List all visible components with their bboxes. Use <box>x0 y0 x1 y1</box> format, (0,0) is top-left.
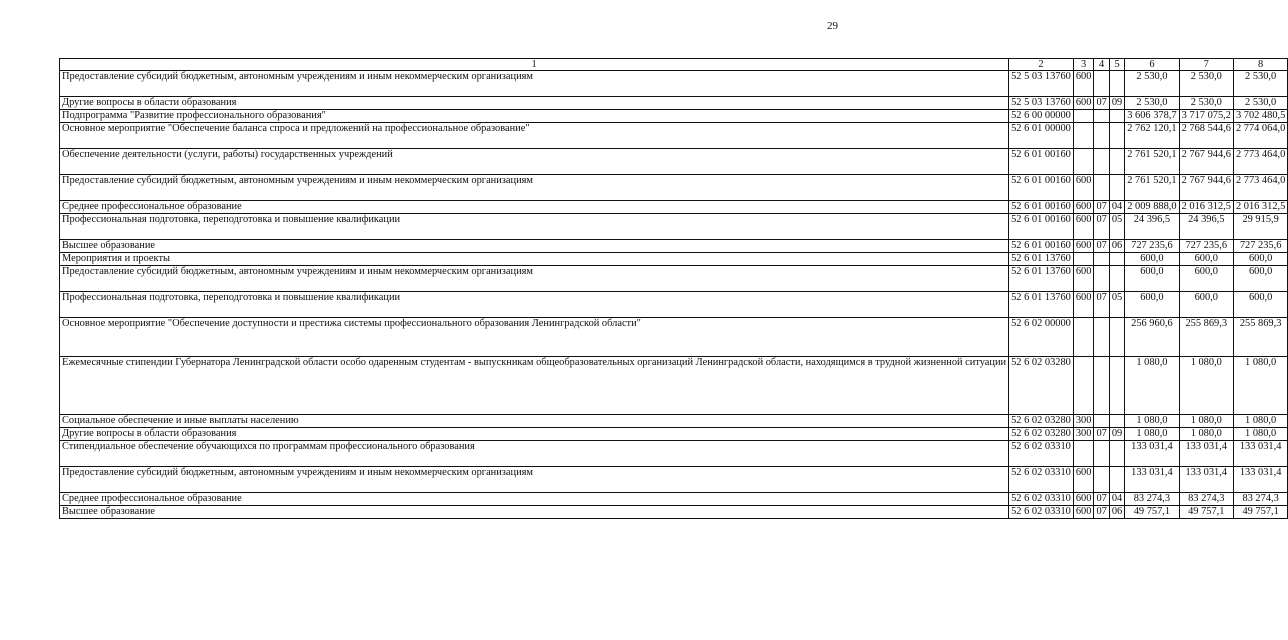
row-value-cell: 2 767 944,6 <box>1179 149 1233 175</box>
row-name-cell: Основное мероприятие "Обеспечение баланса спроса и предложений на профессиональное образование" <box>60 123 1009 149</box>
row-rz-cell: 07 <box>1094 201 1109 214</box>
row-value-cell: 83 274,3 <box>1125 493 1179 506</box>
row-value-cell: 2 530,0 <box>1233 71 1287 97</box>
row-value-cell: 600,0 <box>1233 292 1287 318</box>
row-value-cell: 2 762 120,1 <box>1125 123 1179 149</box>
row-code-cell: 52 6 01 00160 <box>1009 201 1074 214</box>
row-value-cell: 3 702 480,5 <box>1233 110 1287 123</box>
row-value-cell: 2 530,0 <box>1179 71 1233 97</box>
header-cell: 8 <box>1233 59 1287 71</box>
row-code-cell: 52 6 01 00160 <box>1009 240 1074 253</box>
row-vr-cell: 600 <box>1073 467 1094 493</box>
table-row <box>60 506 1288 519</box>
row-value-cell: 3 717 075,2 <box>1179 110 1233 123</box>
row-name-cell: Другие вопросы в области образования <box>60 97 1009 110</box>
row-value-cell: 24 396,5 <box>1179 214 1233 240</box>
row-name-cell: Среднее профессиональное образование <box>60 201 1009 214</box>
table-row <box>60 415 1288 428</box>
table-row <box>60 318 1288 357</box>
table-row <box>60 292 1288 318</box>
row-value-cell: 727 235,6 <box>1233 240 1287 253</box>
row-value-cell: 2 009 888,0 <box>1125 201 1179 214</box>
row-value-cell: 600,0 <box>1125 292 1179 318</box>
row-rz-cell: 07 <box>1094 428 1109 441</box>
header-cell: 2 <box>1009 59 1074 71</box>
row-value-cell: 133 031,4 <box>1179 467 1233 493</box>
table-row <box>60 467 1288 493</box>
row-code-cell: 52 6 02 03280 <box>1009 415 1074 428</box>
row-pr-cell <box>1109 71 1124 97</box>
row-code-cell: 52 6 00 00000 <box>1009 110 1074 123</box>
row-value-cell: 1 080,0 <box>1125 357 1179 415</box>
header-cell: 4 <box>1094 59 1109 71</box>
row-vr-cell <box>1073 123 1094 149</box>
row-code-cell: 52 6 02 03280 <box>1009 428 1074 441</box>
row-value-cell: 83 274,3 <box>1179 493 1233 506</box>
table-row <box>60 149 1288 175</box>
table-header-row <box>60 59 1288 71</box>
row-pr-cell: 05 <box>1109 214 1124 240</box>
table-row <box>60 175 1288 201</box>
row-value-cell: 727 235,6 <box>1179 240 1233 253</box>
row-vr-cell: 600 <box>1073 266 1094 292</box>
row-vr-cell <box>1073 441 1094 467</box>
row-pr-cell <box>1109 357 1124 415</box>
row-rz-cell: 07 <box>1094 240 1109 253</box>
row-name-cell: Высшее образование <box>60 240 1009 253</box>
row-pr-cell: 05 <box>1109 292 1124 318</box>
header-cell: 5 <box>1109 59 1124 71</box>
row-code-cell: 52 5 03 13760 <box>1009 97 1074 110</box>
table-row <box>60 253 1288 266</box>
page-number: 29 <box>827 20 838 32</box>
row-name-cell: Обеспечение деятельности (услуги, работы) государственных учреждений <box>60 149 1009 175</box>
row-name-cell: Стипендиальное обеспечение обучающихся по программам профессионального образования <box>60 441 1009 467</box>
row-code-cell: 52 6 01 00000 <box>1009 123 1074 149</box>
row-vr-cell <box>1073 149 1094 175</box>
row-rz-cell <box>1094 123 1109 149</box>
row-rz-cell <box>1094 110 1109 123</box>
row-code-cell: 52 6 02 03310 <box>1009 506 1074 519</box>
row-value-cell: 2 016 312,5 <box>1179 201 1233 214</box>
row-vr-cell <box>1073 357 1094 415</box>
row-code-cell: 52 6 01 13760 <box>1009 266 1074 292</box>
table-row <box>60 214 1288 240</box>
table-row <box>60 201 1288 214</box>
row-vr-cell <box>1073 253 1094 266</box>
row-name-cell: Высшее образование <box>60 506 1009 519</box>
row-value-cell: 1 080,0 <box>1179 415 1233 428</box>
row-vr-cell: 600 <box>1073 71 1094 97</box>
row-pr-cell <box>1109 266 1124 292</box>
row-pr-cell <box>1109 415 1124 428</box>
table-row <box>60 71 1288 97</box>
row-rz-cell <box>1094 266 1109 292</box>
row-value-cell: 2 761 520,1 <box>1125 175 1179 201</box>
row-vr-cell: 600 <box>1073 292 1094 318</box>
table-row <box>60 266 1288 292</box>
row-code-cell: 52 6 01 13760 <box>1009 253 1074 266</box>
row-value-cell: 2 530,0 <box>1233 97 1287 110</box>
row-rz-cell <box>1094 175 1109 201</box>
row-rz-cell <box>1094 441 1109 467</box>
row-code-cell: 52 6 01 13760 <box>1009 292 1074 318</box>
row-code-cell: 52 6 02 03310 <box>1009 493 1074 506</box>
row-name-cell: Среднее профессиональное образование <box>60 493 1009 506</box>
row-code-cell: 52 6 02 03280 <box>1009 357 1074 415</box>
row-rz-cell: 07 <box>1094 292 1109 318</box>
row-rz-cell: 07 <box>1094 97 1109 110</box>
row-name-cell: Мероприятия и проекты <box>60 253 1009 266</box>
row-value-cell: 29 915,9 <box>1233 214 1287 240</box>
row-code-cell: 52 6 01 00160 <box>1009 175 1074 201</box>
row-value-cell: 24 396,5 <box>1125 214 1179 240</box>
row-code-cell: 52 6 02 00000 <box>1009 318 1074 357</box>
row-code-cell: 52 5 03 13760 <box>1009 71 1074 97</box>
row-vr-cell: 600 <box>1073 214 1094 240</box>
row-vr-cell: 600 <box>1073 506 1094 519</box>
row-rz-cell: 07 <box>1094 493 1109 506</box>
header-cell: 1 <box>60 59 1009 71</box>
row-vr-cell: 600 <box>1073 240 1094 253</box>
header-cell: 3 <box>1073 59 1094 71</box>
table-row <box>60 357 1288 415</box>
row-name-cell: Профессиональная подготовка, переподготовка и повышение квалификации <box>60 292 1009 318</box>
row-value-cell: 600,0 <box>1179 266 1233 292</box>
row-value-cell: 2 774 064,0 <box>1233 123 1287 149</box>
header-cell: 6 <box>1125 59 1179 71</box>
header-cell: 7 <box>1179 59 1233 71</box>
row-value-cell: 255 869,3 <box>1233 318 1287 357</box>
row-value-cell: 2 768 544,6 <box>1179 123 1233 149</box>
row-value-cell: 2 530,0 <box>1125 71 1179 97</box>
row-value-cell: 600,0 <box>1233 253 1287 266</box>
row-pr-cell: 09 <box>1109 428 1124 441</box>
row-rz-cell <box>1094 149 1109 175</box>
row-value-cell: 2 773 464,0 <box>1233 175 1287 201</box>
row-rz-cell <box>1094 415 1109 428</box>
row-pr-cell <box>1109 318 1124 357</box>
row-rz-cell <box>1094 357 1109 415</box>
row-value-cell: 2 530,0 <box>1179 97 1233 110</box>
row-name-cell: Предоставление субсидий бюджетным, автономным учреждениям и иным некоммерческим организациям <box>60 266 1009 292</box>
row-name-cell: Ежемесячные стипендии Губернатора Ленинградской области особо одаренным студентам - выпускникам общеобразовательных организаций Ленинградской области, находящимся в трудной жизненной ситуации <box>60 357 1009 415</box>
row-vr-cell: 600 <box>1073 175 1094 201</box>
row-pr-cell: 06 <box>1109 506 1124 519</box>
row-name-cell: Предоставление субсидий бюджетным, автономным учреждениям и иным некоммерческим организациям <box>60 467 1009 493</box>
row-rz-cell <box>1094 467 1109 493</box>
row-value-cell: 49 757,1 <box>1179 506 1233 519</box>
row-value-cell: 83 274,3 <box>1233 493 1287 506</box>
row-value-cell: 133 031,4 <box>1233 441 1287 467</box>
row-value-cell: 600,0 <box>1125 253 1179 266</box>
table-row <box>60 493 1288 506</box>
budget-table <box>59 58 1288 519</box>
row-pr-cell: 06 <box>1109 240 1124 253</box>
row-vr-cell: 600 <box>1073 201 1094 214</box>
row-rz-cell <box>1094 253 1109 266</box>
row-value-cell: 133 031,4 <box>1125 441 1179 467</box>
table-row <box>60 240 1288 253</box>
table-row <box>60 441 1288 467</box>
row-pr-cell <box>1109 175 1124 201</box>
row-name-cell: Предоставление субсидий бюджетным, автономным учреждениям и иным некоммерческим организациям <box>60 71 1009 97</box>
row-pr-cell <box>1109 441 1124 467</box>
row-code-cell: 52 6 01 00160 <box>1009 214 1074 240</box>
row-value-cell: 1 080,0 <box>1233 357 1287 415</box>
row-value-cell: 256 960,6 <box>1125 318 1179 357</box>
row-value-cell: 2 773 464,0 <box>1233 149 1287 175</box>
row-pr-cell <box>1109 149 1124 175</box>
row-rz-cell <box>1094 71 1109 97</box>
row-pr-cell <box>1109 123 1124 149</box>
row-value-cell: 600,0 <box>1179 253 1233 266</box>
row-value-cell: 2 530,0 <box>1125 97 1179 110</box>
row-rz-cell: 07 <box>1094 214 1109 240</box>
row-value-cell: 2 767 944,6 <box>1179 175 1233 201</box>
row-code-cell: 52 6 02 03310 <box>1009 467 1074 493</box>
row-vr-cell: 300 <box>1073 415 1094 428</box>
row-value-cell: 2 016 312,5 <box>1233 201 1287 214</box>
row-value-cell: 600,0 <box>1125 266 1179 292</box>
row-rz-cell: 07 <box>1094 506 1109 519</box>
row-value-cell: 1 080,0 <box>1179 357 1233 415</box>
row-value-cell: 255 869,3 <box>1179 318 1233 357</box>
row-value-cell: 1 080,0 <box>1233 428 1287 441</box>
table-row <box>60 123 1288 149</box>
row-pr-cell: 04 <box>1109 201 1124 214</box>
row-pr-cell <box>1109 110 1124 123</box>
row-value-cell: 600,0 <box>1179 292 1233 318</box>
row-value-cell: 133 031,4 <box>1125 467 1179 493</box>
row-name-cell: Другие вопросы в области образования <box>60 428 1009 441</box>
row-value-cell: 49 757,1 <box>1125 506 1179 519</box>
row-value-cell: 1 080,0 <box>1125 428 1179 441</box>
row-vr-cell: 300 <box>1073 428 1094 441</box>
row-name-cell: Подпрограмма "Развитие профессионального образования" <box>60 110 1009 123</box>
row-name-cell: Основное мероприятие "Обеспечение доступности и престижа системы профессионального образования Ленинградской области" <box>60 318 1009 357</box>
row-code-cell: 52 6 02 03310 <box>1009 441 1074 467</box>
row-value-cell: 133 031,4 <box>1179 441 1233 467</box>
row-rz-cell <box>1094 318 1109 357</box>
row-vr-cell <box>1073 318 1094 357</box>
row-value-cell: 133 031,4 <box>1233 467 1287 493</box>
row-pr-cell: 09 <box>1109 97 1124 110</box>
table-row <box>60 428 1288 441</box>
row-value-cell: 3 606 378,7 <box>1125 110 1179 123</box>
table-row <box>60 97 1288 110</box>
row-pr-cell <box>1109 467 1124 493</box>
row-pr-cell <box>1109 253 1124 266</box>
row-name-cell: Профессиональная подготовка, переподготовка и повышение квалификации <box>60 214 1009 240</box>
row-value-cell: 1 080,0 <box>1125 415 1179 428</box>
row-value-cell: 2 761 520,1 <box>1125 149 1179 175</box>
row-vr-cell: 600 <box>1073 97 1094 110</box>
row-code-cell: 52 6 01 00160 <box>1009 149 1074 175</box>
row-vr-cell: 600 <box>1073 493 1094 506</box>
row-pr-cell: 04 <box>1109 493 1124 506</box>
row-name-cell: Социальное обеспечение и иные выплаты населению <box>60 415 1009 428</box>
row-value-cell: 1 080,0 <box>1179 428 1233 441</box>
row-value-cell: 49 757,1 <box>1233 506 1287 519</box>
row-vr-cell <box>1073 110 1094 123</box>
row-name-cell: Предоставление субсидий бюджетным, автономным учреждениям и иным некоммерческим организациям <box>60 175 1009 201</box>
table-row <box>60 110 1288 123</box>
row-value-cell: 727 235,6 <box>1125 240 1179 253</box>
row-value-cell: 1 080,0 <box>1233 415 1287 428</box>
row-value-cell: 600,0 <box>1233 266 1287 292</box>
